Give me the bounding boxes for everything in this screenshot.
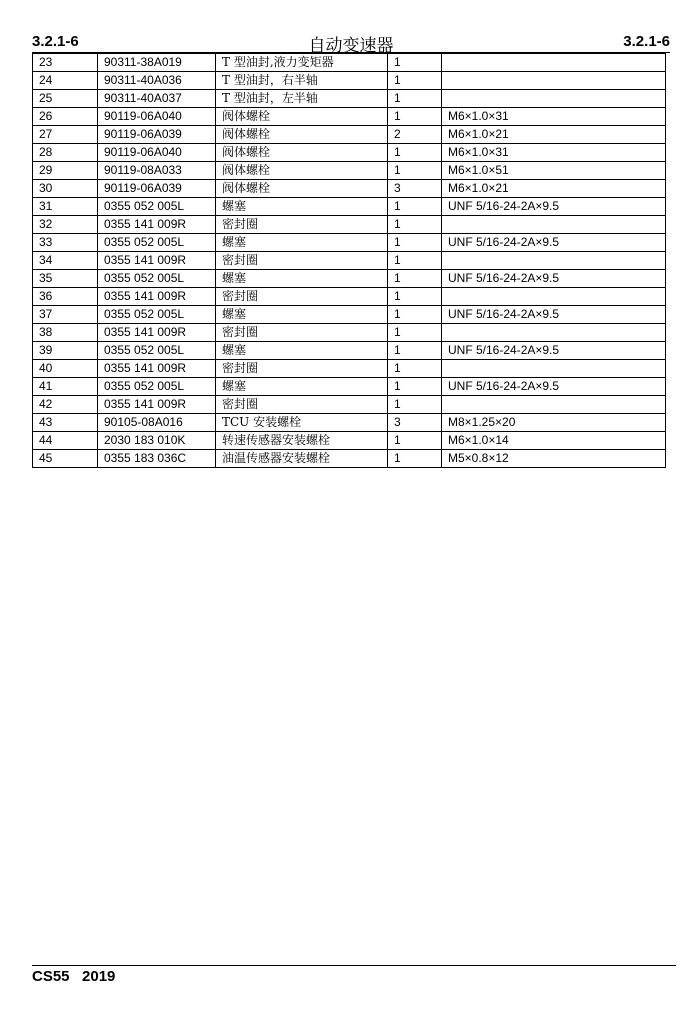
part-name-cell: 转速传感器安装螺栓: [216, 432, 388, 450]
quantity-cell: 1: [388, 378, 442, 396]
part-number-cell: 90119-06A039: [98, 180, 216, 198]
item-number-cell: 37: [33, 306, 98, 324]
part-number-cell: 90311-40A036: [98, 72, 216, 90]
item-number-cell: 28: [33, 144, 98, 162]
part-name-cell: 螺塞: [216, 378, 388, 396]
table-row: [33, 288, 666, 306]
part-name-cell: 密封圈: [216, 396, 388, 414]
page-title: 自动变速器: [308, 36, 394, 56]
quantity-cell: 1: [388, 360, 442, 378]
quantity-cell: 1: [388, 432, 442, 450]
part-name-cell: 阀体螺栓: [216, 108, 388, 126]
specification-cell: UNF 5/16-24-2A×9.5: [442, 378, 666, 396]
footer-model-year: CS55 2019: [32, 968, 116, 985]
item-number-cell: 33: [33, 234, 98, 252]
specification-cell: [442, 324, 666, 342]
specification-cell: [442, 216, 666, 234]
quantity-cell: 3: [388, 180, 442, 198]
table-row: [33, 162, 666, 180]
quantity-cell: 3: [388, 414, 442, 432]
item-number-cell: 45: [33, 450, 98, 468]
part-name-cell: TCU 安装螺栓: [216, 414, 388, 432]
part-number-cell: 90119-06A040: [98, 108, 216, 126]
table-row: [33, 252, 666, 270]
part-number-cell: 90119-06A040: [98, 144, 216, 162]
table-row: [33, 126, 666, 144]
item-number-cell: 42: [33, 396, 98, 414]
part-number-cell: 0355 141 009R: [98, 396, 216, 414]
table-row: [33, 450, 666, 468]
part-number-cell: 0355 141 009R: [98, 360, 216, 378]
item-number-cell: 41: [33, 378, 98, 396]
specification-cell: M5×0.8×12: [442, 450, 666, 468]
part-number-cell: 0355 141 009R: [98, 216, 216, 234]
table-row: [33, 396, 666, 414]
part-number-cell: 0355 141 009R: [98, 288, 216, 306]
specification-cell: [442, 360, 666, 378]
table-row: [33, 324, 666, 342]
part-number-cell: 0355 052 005L: [98, 378, 216, 396]
quantity-cell: 1: [388, 108, 442, 126]
part-number-cell: 90311-38A019: [98, 54, 216, 72]
item-number-cell: 35: [33, 270, 98, 288]
page-header: [32, 30, 670, 56]
part-number-cell: 90105-08A016: [98, 414, 216, 432]
quantity-cell: 1: [388, 306, 442, 324]
item-number-cell: 29: [33, 162, 98, 180]
quantity-cell: 1: [388, 288, 442, 306]
part-name-cell: T 型油封,液力变矩器: [216, 54, 388, 72]
item-number-cell: 32: [33, 216, 98, 234]
part-name-cell: 螺塞: [216, 306, 388, 324]
part-name-cell: 阀体螺栓: [216, 180, 388, 198]
item-number-cell: 44: [33, 432, 98, 450]
part-name-cell: 螺塞: [216, 270, 388, 288]
parts-table-body: [33, 54, 666, 468]
part-number-cell: 0355 052 005L: [98, 270, 216, 288]
table-row: [33, 72, 666, 90]
part-name-cell: 密封圈: [216, 252, 388, 270]
table-row: [33, 270, 666, 288]
part-name-cell: 密封圈: [216, 360, 388, 378]
part-name-cell: 密封圈: [216, 324, 388, 342]
item-number-cell: 39: [33, 342, 98, 360]
quantity-cell: 1: [388, 216, 442, 234]
part-number-cell: 0355 052 005L: [98, 198, 216, 216]
part-number-cell: 0355 141 009R: [98, 252, 216, 270]
item-number-cell: 23: [33, 54, 98, 72]
item-number-cell: 30: [33, 180, 98, 198]
section-number-left: 3.2.1-6: [32, 33, 79, 50]
part-name-cell: 密封圈: [216, 288, 388, 306]
quantity-cell: 2: [388, 126, 442, 144]
table-row: [33, 144, 666, 162]
table-row: [33, 54, 666, 72]
item-number-cell: 38: [33, 324, 98, 342]
quantity-cell: 1: [388, 72, 442, 90]
part-name-cell: 阀体螺栓: [216, 162, 388, 180]
part-name-cell: 螺塞: [216, 342, 388, 360]
table-row: [33, 180, 666, 198]
specification-cell: M6×1.0×21: [442, 126, 666, 144]
table-row: [33, 108, 666, 126]
specification-cell: M6×1.0×51: [442, 162, 666, 180]
specification-cell: [442, 396, 666, 414]
part-number-cell: 0355 052 005L: [98, 306, 216, 324]
part-number-cell: 2030 183 010K: [98, 432, 216, 450]
specification-cell: M6×1.0×14: [442, 432, 666, 450]
part-number-cell: 0355 141 009R: [98, 324, 216, 342]
item-number-cell: 34: [33, 252, 98, 270]
specification-cell: M6×1.0×21: [442, 180, 666, 198]
table-row: [33, 198, 666, 216]
quantity-cell: 1: [388, 54, 442, 72]
table-row: [33, 378, 666, 396]
table-row: [33, 306, 666, 324]
quantity-cell: 1: [388, 162, 442, 180]
item-number-cell: 43: [33, 414, 98, 432]
table-row: [33, 360, 666, 378]
quantity-cell: 1: [388, 450, 442, 468]
specification-cell: UNF 5/16-24-2A×9.5: [442, 198, 666, 216]
quantity-cell: 1: [388, 324, 442, 342]
specification-cell: M6×1.0×31: [442, 108, 666, 126]
table-row: [33, 414, 666, 432]
part-name-cell: 阀体螺栓: [216, 126, 388, 144]
specification-cell: M6×1.0×31: [442, 144, 666, 162]
part-name-cell: 螺塞: [216, 198, 388, 216]
item-number-cell: 26: [33, 108, 98, 126]
specification-cell: UNF 5/16-24-2A×9.5: [442, 270, 666, 288]
part-name-cell: 密封圈: [216, 216, 388, 234]
part-name-cell: 螺塞: [216, 234, 388, 252]
specification-cell: [442, 54, 666, 72]
specification-cell: [442, 72, 666, 90]
specification-cell: UNF 5/16-24-2A×9.5: [442, 342, 666, 360]
part-number-cell: 0355 183 036C: [98, 450, 216, 468]
quantity-cell: 1: [388, 270, 442, 288]
item-number-cell: 31: [33, 198, 98, 216]
table-row: [33, 90, 666, 108]
quantity-cell: 1: [388, 396, 442, 414]
item-number-cell: 36: [33, 288, 98, 306]
parts-table: [32, 53, 666, 468]
part-name-cell: 阀体螺栓: [216, 144, 388, 162]
quantity-cell: 1: [388, 342, 442, 360]
quantity-cell: 1: [388, 144, 442, 162]
quantity-cell: 1: [388, 234, 442, 252]
part-name-cell: 油温传感器安装螺栓: [216, 450, 388, 468]
part-number-cell: 90311-40A037: [98, 90, 216, 108]
table-row: [33, 234, 666, 252]
part-number-cell: 0355 052 005L: [98, 234, 216, 252]
quantity-cell: 1: [388, 90, 442, 108]
specification-cell: M8×1.25×20: [442, 414, 666, 432]
specification-cell: UNF 5/16-24-2A×9.5: [442, 234, 666, 252]
part-number-cell: 90119-08A033: [98, 162, 216, 180]
specification-cell: [442, 90, 666, 108]
page-footer: [32, 965, 676, 985]
specification-cell: UNF 5/16-24-2A×9.5: [442, 306, 666, 324]
part-name-cell: T 型油封，右半轴: [216, 72, 388, 90]
table-row: [33, 342, 666, 360]
item-number-cell: 27: [33, 126, 98, 144]
specification-cell: [442, 252, 666, 270]
table-row: [33, 216, 666, 234]
item-number-cell: 25: [33, 90, 98, 108]
table-row: [33, 432, 666, 450]
specification-cell: [442, 288, 666, 306]
part-number-cell: 90119-06A039: [98, 126, 216, 144]
item-number-cell: 40: [33, 360, 98, 378]
part-number-cell: 0355 052 005L: [98, 342, 216, 360]
part-name-cell: T 型油封，左半轴: [216, 90, 388, 108]
item-number-cell: 24: [33, 72, 98, 90]
quantity-cell: 1: [388, 252, 442, 270]
section-number-right: 3.2.1-6: [623, 33, 670, 50]
quantity-cell: 1: [388, 198, 442, 216]
